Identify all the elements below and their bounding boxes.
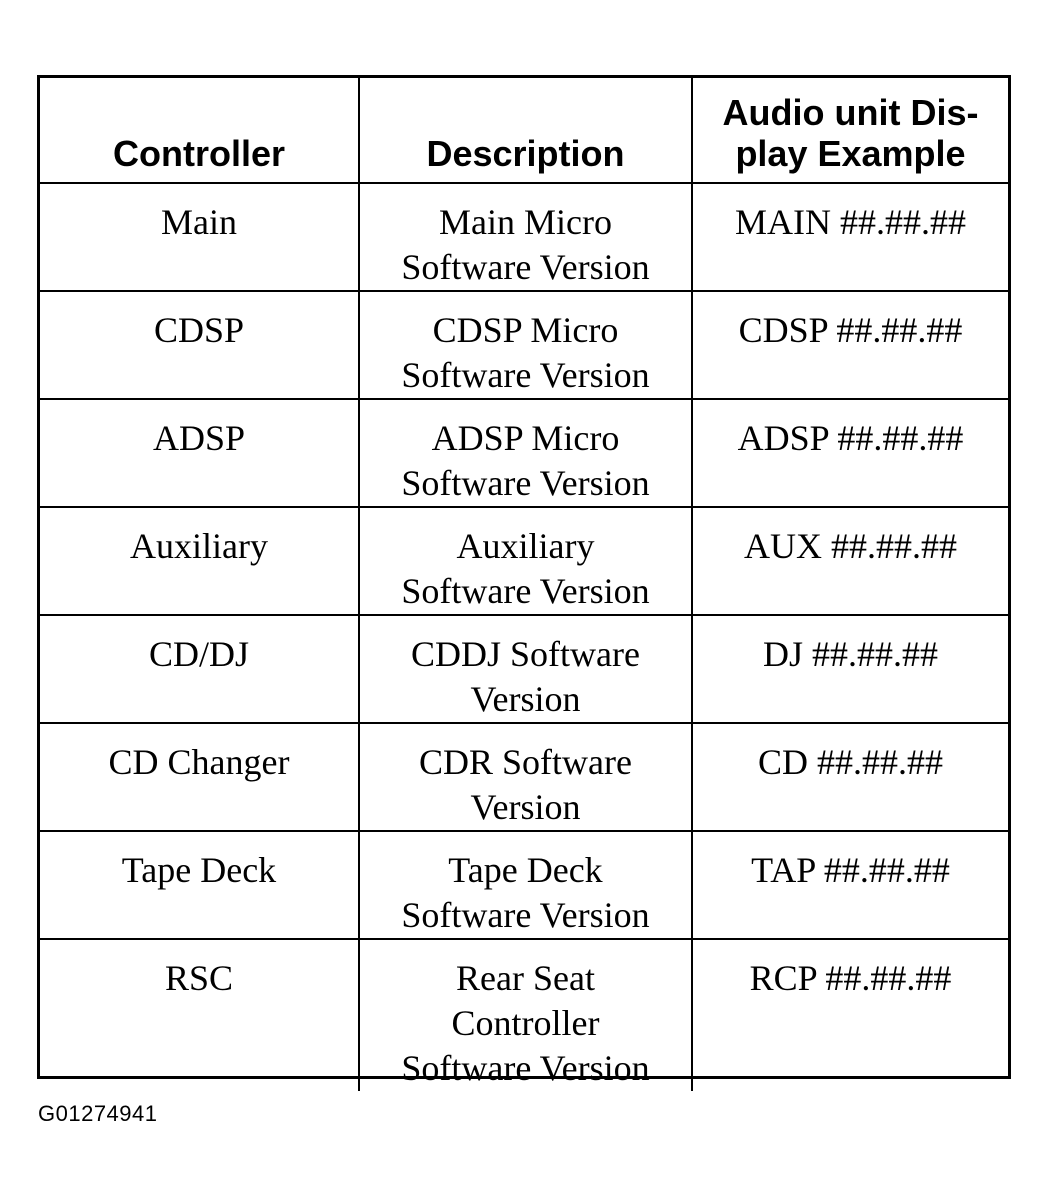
description-line: Software Version [401, 895, 650, 935]
header-description: Description [359, 78, 692, 183]
description-line: Rear Seat [456, 958, 595, 998]
controller-cell: Main [40, 183, 359, 291]
controller-cell: ADSP [40, 399, 359, 507]
table-row [40, 291, 1008, 399]
description-line: Software Version [401, 247, 650, 287]
header-display-example: Audio unit Dis- play Example [692, 78, 1008, 183]
description-cell [359, 615, 692, 723]
table-row [40, 723, 1008, 831]
description-line: Version [470, 787, 581, 827]
controller-cell: CD/DJ [40, 615, 359, 723]
table-row [40, 507, 1008, 615]
description-cell [359, 831, 692, 939]
table-row [40, 831, 1008, 939]
header-controller: Controller [40, 78, 359, 183]
display-example-cell: RCP ##.##.## [692, 939, 1008, 1091]
display-example-cell: TAP ##.##.## [692, 831, 1008, 939]
description-line: CDDJ Software [411, 634, 640, 674]
description-cell [359, 291, 692, 399]
description-line: ADSP Micro [431, 418, 620, 458]
controller-table [40, 78, 1008, 1091]
header-row [40, 78, 1008, 183]
description-line: Main Micro [439, 202, 612, 242]
controller-cell: CD Changer [40, 723, 359, 831]
description-cell [359, 939, 692, 1091]
description-line: Software Version [401, 1048, 650, 1088]
controller-cell: RSC [40, 939, 359, 1091]
display-example-cell: AUX ##.##.## [692, 507, 1008, 615]
description-line: Controller [451, 1003, 600, 1043]
display-example-cell: DJ ##.##.## [692, 615, 1008, 723]
controller-table-frame [37, 75, 1011, 1088]
display-example-cell: MAIN ##.##.## [692, 183, 1008, 291]
description-cell [359, 723, 692, 831]
description-line: Software Version [401, 463, 650, 503]
description-line: CDR Software [419, 742, 632, 782]
display-example-cell: CDSP ##.##.## [692, 291, 1008, 399]
description-line: Tape Deck [448, 850, 603, 890]
table-row [40, 399, 1008, 507]
description-cell [359, 183, 692, 291]
description-line: Software Version [401, 571, 650, 611]
controller-cell: Tape Deck [40, 831, 359, 939]
description-line: Version [470, 679, 581, 719]
description-cell [359, 507, 692, 615]
display-example-cell: CD ##.##.## [692, 723, 1008, 831]
display-example-cell: ADSP ##.##.## [692, 399, 1008, 507]
controller-cell: Auxiliary [40, 507, 359, 615]
table-row [40, 615, 1008, 723]
controller-cell: CDSP [40, 291, 359, 399]
description-line: Auxiliary [456, 526, 595, 566]
table-row [40, 939, 1008, 1091]
description-cell [359, 399, 692, 507]
figure-id: G01274941 [38, 1101, 158, 1126]
description-line: Software Version [401, 355, 650, 395]
table-row [40, 183, 1008, 291]
description-line: CDSP Micro [432, 310, 619, 350]
